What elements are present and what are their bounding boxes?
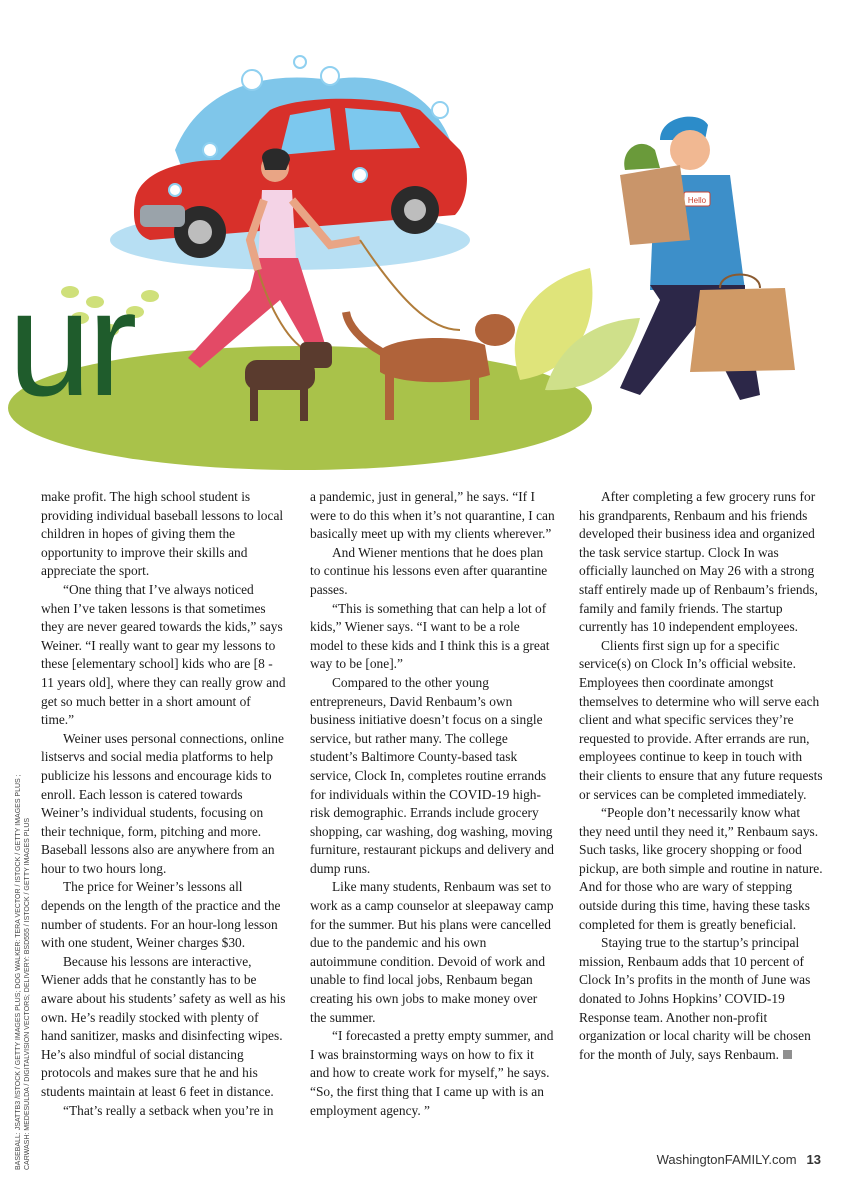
- name-badge-text: Hello: [687, 196, 707, 205]
- paragraph: a pandemic, just in general,” he says. “If I were to do this when it’s not quarantine, I can basically meet up with my clients wherever.”: [310, 489, 555, 542]
- article-column-2: [310, 488, 555, 1120]
- paragraph: Because his lessons are interactive, Wiener adds that he constantly has to be aware about his students’ safety as well as his own. He’s readily stocked with plenty of hand sanitizer, masks and disinfecting wipes. He’s also mindful of social distancing protocols and makes sure that he and his students maintain at least 6 feet in distance.: [41, 953, 286, 1099]
- paragraph: “I forecasted a pretty empty summer, and I was brainstorming ways on how to fix it and how to create work for myself,” he says. “So, the first thing that I came up with is an employment agency. ”: [310, 1028, 554, 1118]
- delivery-man: [620, 117, 795, 400]
- end-of-article-mark: [783, 1050, 792, 1059]
- paragraph: “One thing that I’ve always noticed when I’ve taken lessons is that sometimes they are never geared towards the kids,” says Weiner. “I really want to gear my lessons to these [elementary school] kids who are [8 - 11 years old], where they can really grow and get so much better in a short amount of time.”: [41, 581, 286, 728]
- paragraph: Clients first sign up for a specific service(s) on Clock In’s official website. Employees then coordinate amongst themselves to determine who will serve each client and what specific services they’re requested to provide. After errands are run, employees continue to keep in touch with their clients to ensure that any future requests or services can be completed immediately.: [579, 637, 823, 802]
- page-footer: [657, 1152, 821, 1167]
- paragraph: [579, 934, 824, 1064]
- paragraph: make profit. The high school student is providing individual baseball lessons to local children in hopes of giving them the opportunity to improve their skills and appreciate the sport.: [41, 489, 284, 579]
- article-column-3: [579, 488, 824, 1064]
- page-number: 13: [806, 1152, 821, 1167]
- footer-site: WashingtonFAMILY.com: [656, 1152, 797, 1167]
- paragraph: “This is something that can help a lot of kids,” Wiener says. “I want to be a role model to these kids and I think this is a great way to be [one].”: [310, 600, 550, 672]
- paragraph: “That’s really a setback when you’re in: [63, 1102, 274, 1118]
- paragraph: Like many students, Renbaum was set to work as a camp counselor at sleepaway camp for the summer. But his plans were cancelled due to the pandemic and his own autoimmune condition. Devoid of work and unable to find local jobs, Renbaum began creating his own jobs to make money over the summer.: [310, 879, 554, 1025]
- decorative-headline-letters: ur: [8, 259, 134, 427]
- paragraph: Compared to the other young entrepreneurs, David Renbaum’s own business initiative doesn’t focus on a single service, but rather many. The college student’s Baltimore County-based task service, Clock In, completes routine errands for individuals within the COVID-19 high-risk demographic. Errands include grocery shopping, car washing, dog washing, moving furniture, restaurant pickups and delivery and dump runs.: [310, 674, 554, 876]
- paragraph: The price for Weiner’s lessons all depends on the length of the practice and the number of students. For an hour-long lesson with one student, Weiner charges $30.: [41, 879, 281, 951]
- paragraph: After completing a few grocery runs for his grandparents, Renbaum and his friends developed their business idea and organized the task service startup. Clock In was officially launched on May 26 with a strong staff entirely made up of Renbaum’s friends, family and family friends. The startup currently has 10 independent employees.: [579, 489, 818, 635]
- article-column-1: [41, 488, 286, 1120]
- paragraph-text: Staying true to the startup’s principal mission, Renbaum adds that 10 percent of Clock In’s profits in the month of June was donated to Johns Hopkins’ COVID-19 Response team. Another non-profit organization or local charity will be chosen for the month of July, says Renbaum.: [579, 935, 811, 1062]
- credit-line: CARWASH: MEDESULDA / DIGITALVISION VECTORS; DELIVERY: BSD555 / ISTOCK / GETTY IMAGES PLUS: [24, 817, 31, 1170]
- credit-line: BASEBALL: JSATTB3 /ISTOCK / GETTY IMAGES PLUS; DOG WALKER: TERA VECTOR / ISTOCK / GETTY IMAGES PLUS ;: [15, 774, 22, 1170]
- paragraph: Weiner uses personal connections, online listservs and social media platforms to help publicize his lessons and encourage kids to enroll. Each lesson is catered towards Weiner’s individual students, focusing on their technique, form, pitching and more. Baseball lessons also are anywhere from an hour to two hours long.: [41, 730, 284, 876]
- paragraph: “People don’t necessarily know what they need until they need it,” Renbaum says. Such tasks, like grocery shopping or food pickup, are both simple and routine in nature. And for those who are wary of stepping outside during this time, having these tasks completed for them is greatly beneficial.: [579, 805, 823, 932]
- photo-credits: [14, 730, 32, 1170]
- paragraph: And Wiener mentions that he does plan to continue his lessons even after quarantine passes.: [310, 544, 548, 597]
